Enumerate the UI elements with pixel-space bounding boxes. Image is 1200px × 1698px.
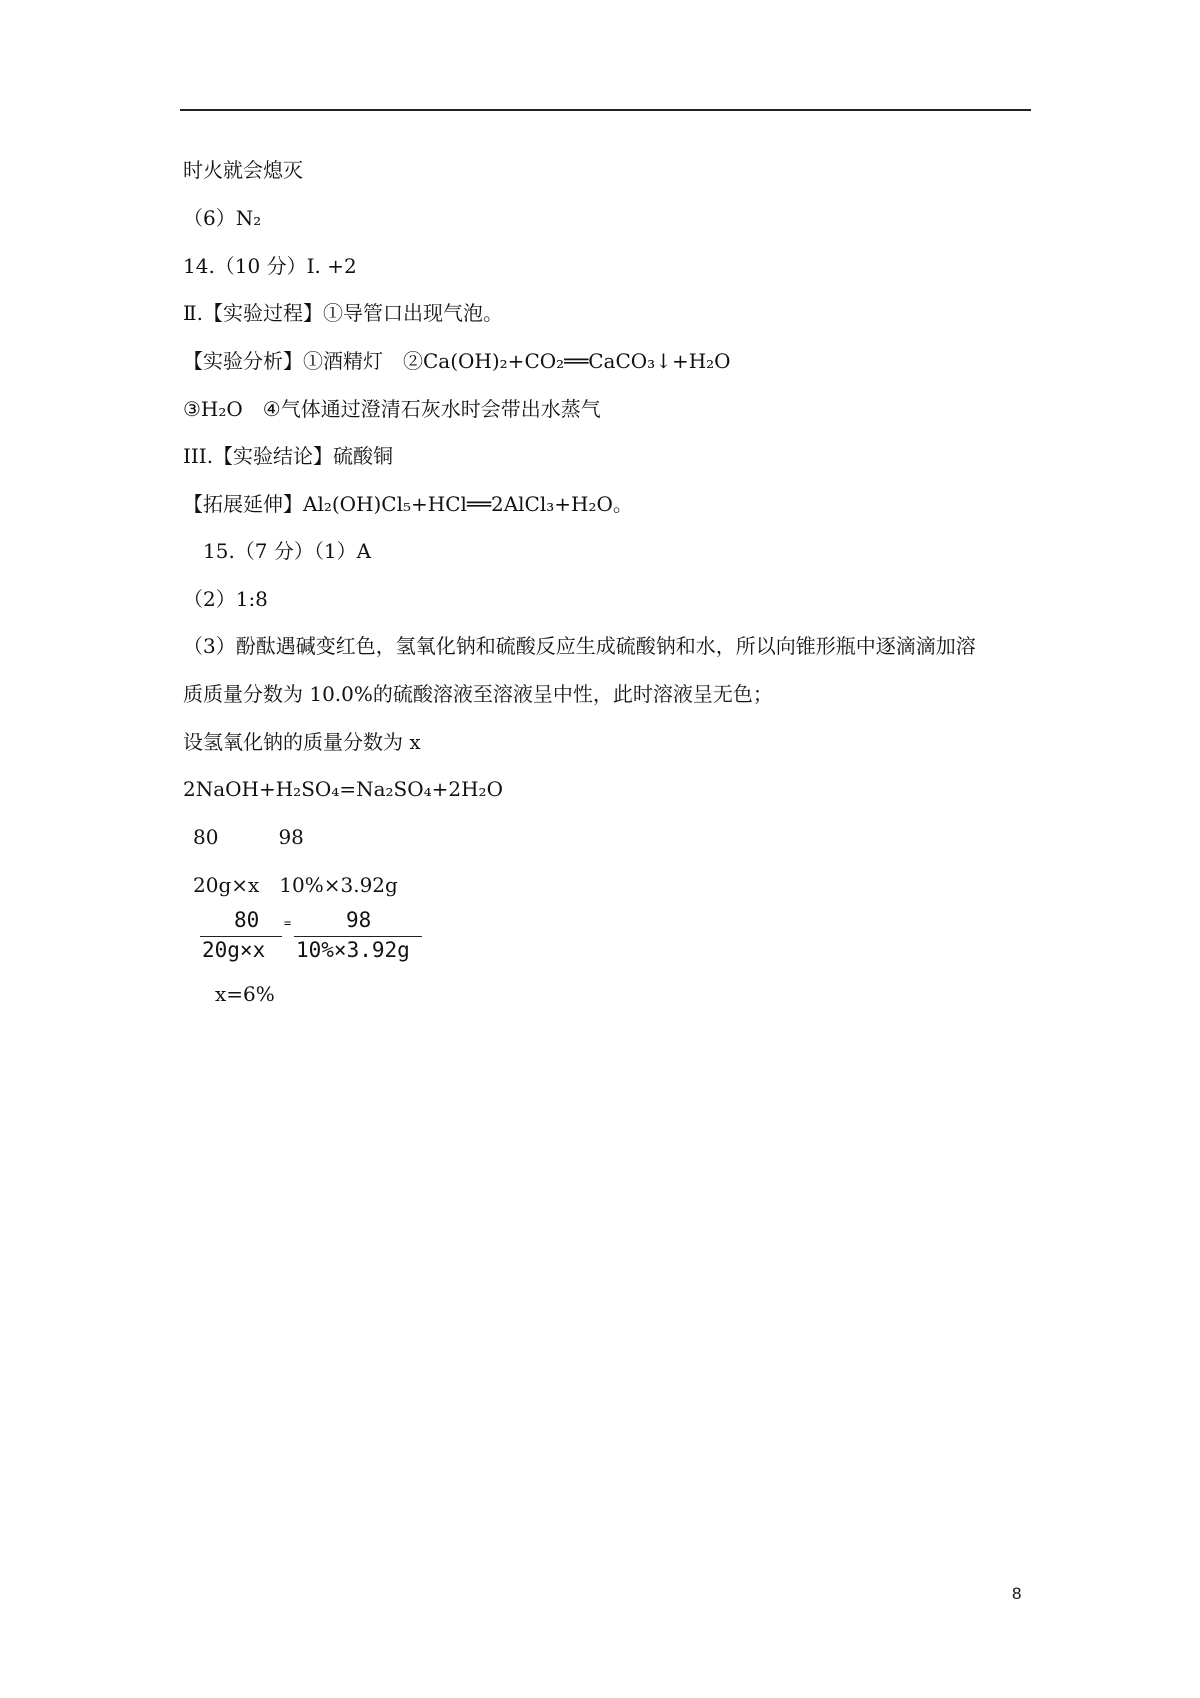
text-line-4: Ⅱ.【实验过程】①导管口出现气泡。	[183, 301, 503, 325]
equals-sign: =	[284, 916, 292, 930]
text-line-3: 14.（10 分）I. +2	[183, 254, 357, 278]
text-line-17: x=6%	[215, 982, 275, 1006]
text-line-8: 【拓展延伸】Al₂(OH)Cl₅+HCl══2AlCl₃+H₂O。	[183, 492, 633, 516]
right-fraction-bar	[294, 936, 422, 937]
text-line-16: 20g×x 10%×3.92g	[193, 873, 398, 897]
left-fraction-bar	[200, 936, 282, 937]
text-line-11: （3）酚酞遇碱变红色，氢氧化钠和硫酸反应生成硫酸钠和水，所以向锥形瓶中逐滴滴加溶	[183, 634, 976, 658]
text-line-7: III.【实验结论】硫酸铜	[183, 444, 394, 468]
left-numerator: 80	[234, 908, 260, 932]
left-denominator: 20g×x	[202, 938, 266, 962]
text-line-14: 2NaOH+H₂SO₄=Na₂SO₄+2H₂O	[183, 777, 503, 801]
header-rule	[180, 109, 1031, 111]
text-line-13: 设氢氧化钠的质量分数为 x	[183, 730, 421, 754]
text-line-6: ③H₂O ④气体通过澄清石灰水时会带出水蒸气	[183, 397, 601, 421]
text-line-15: 80 98	[193, 825, 304, 849]
page-number: 8	[1012, 1584, 1022, 1603]
text-line-1: 时火就会熄灭	[183, 158, 303, 182]
right-numerator: 98	[346, 908, 372, 932]
text-line-9: 15.（7 分）（1）A	[203, 539, 372, 563]
text-line-12: 质质量分数为 10.0%的硫酸溶液至溶液呈中性，此时溶液呈无色；	[183, 682, 773, 706]
right-denominator: 10%×3.92g	[296, 938, 410, 962]
text-line-10: （2）1:8	[183, 587, 268, 611]
text-line-5: 【实验分析】①酒精灯 ②Ca(OH)₂+CO₂══CaCO₃↓+H₂O	[183, 349, 731, 373]
text-line-2: （6）N₂	[183, 206, 262, 230]
